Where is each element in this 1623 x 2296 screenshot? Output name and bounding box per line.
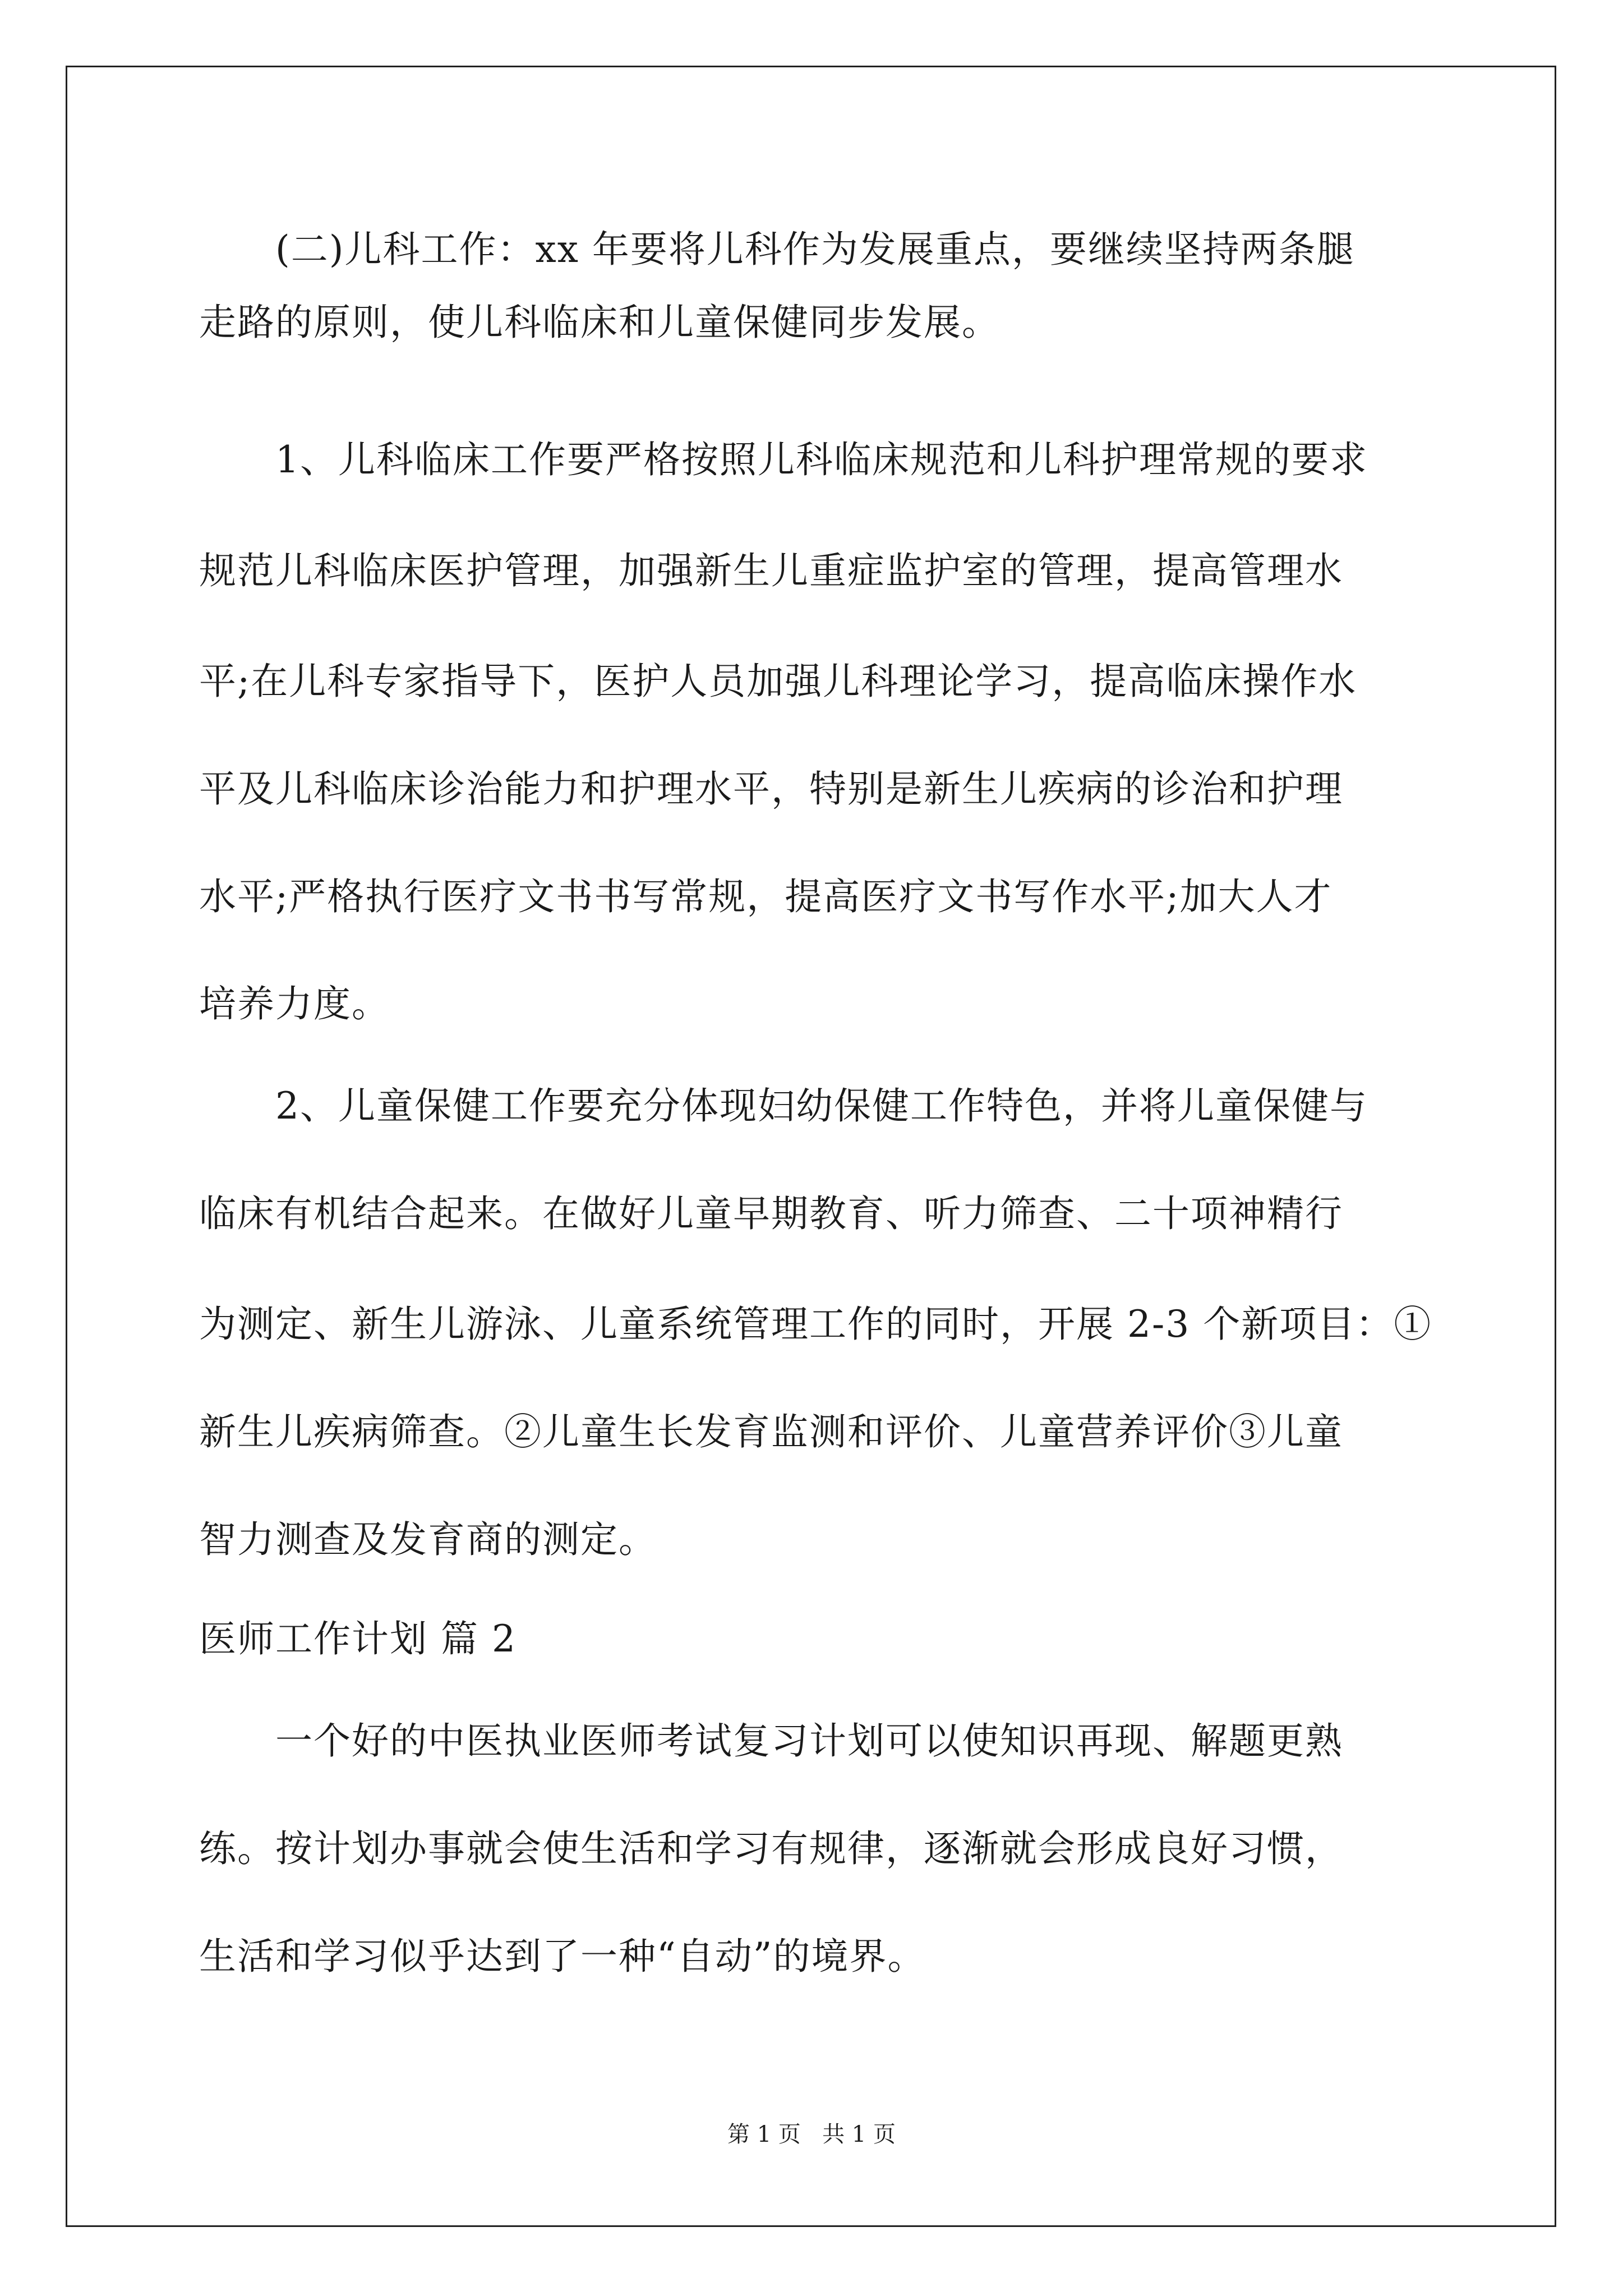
section-heading: 医师工作计划 篇 2	[199, 1617, 517, 1660]
text-line-3: 1、儿科临床工作要严格按照儿科临床规范和儿科护理常规的要求	[199, 438, 1368, 481]
text-line-15: 一个好的中医执业医师考试复习计划可以使知识再现、解题更熟	[199, 1719, 1343, 1763]
text-line-10: 临床有机结合起来。在做好儿童早期教育、听力筛查、二十项神精行	[199, 1192, 1343, 1235]
text-line-7: 水平;严格执行医疗文书书写常规，提高医疗文书写作水平;加大人才	[199, 875, 1332, 918]
text-line-5: 平;在儿科专家指导下，医护人员加强儿科理论学习，提高临床操作水	[199, 660, 1357, 703]
text-line-2: 走路的原则，使儿科临床和儿童保健同步发展。	[199, 301, 1000, 344]
text-line-12: 新生儿疾病筛查。②儿童生长发育监测和评价、儿童营养评价③儿童	[199, 1410, 1343, 1453]
page-border	[66, 66, 1556, 2227]
text-line-8: 培养力度。	[199, 982, 390, 1025]
text-line-11: 为测定、新生儿游泳、儿童系统管理工作的同时，开展 2-3 个新项目：①	[199, 1303, 1432, 1346]
text-line-1: (二)儿科工作：xx 年要将儿科作为发展重点，要继续坚持两条腿	[199, 228, 1355, 271]
text-line-17: 生活和学习似乎达到了一种“自动”的境界。	[199, 1935, 926, 1978]
text-line-4: 规范儿科临床医护管理，加强新生儿重症监护室的管理，提高管理水	[199, 549, 1343, 592]
text-line-13: 智力测查及发育商的测定。	[199, 1518, 657, 1561]
text-line-9: 2、儿童保健工作要充分体现妇幼保健工作特色，并将儿童保健与	[199, 1084, 1368, 1128]
text-line-6: 平及儿科临床诊治能力和护理水平，特别是新生儿疾病的诊治和护理	[199, 767, 1343, 811]
page-footer: 第 1 页 共 1 页	[727, 2122, 896, 2147]
text-line-16: 练。按计划办事就会使生活和学习有规律，逐渐就会形成良好习惯，	[199, 1827, 1343, 1870]
